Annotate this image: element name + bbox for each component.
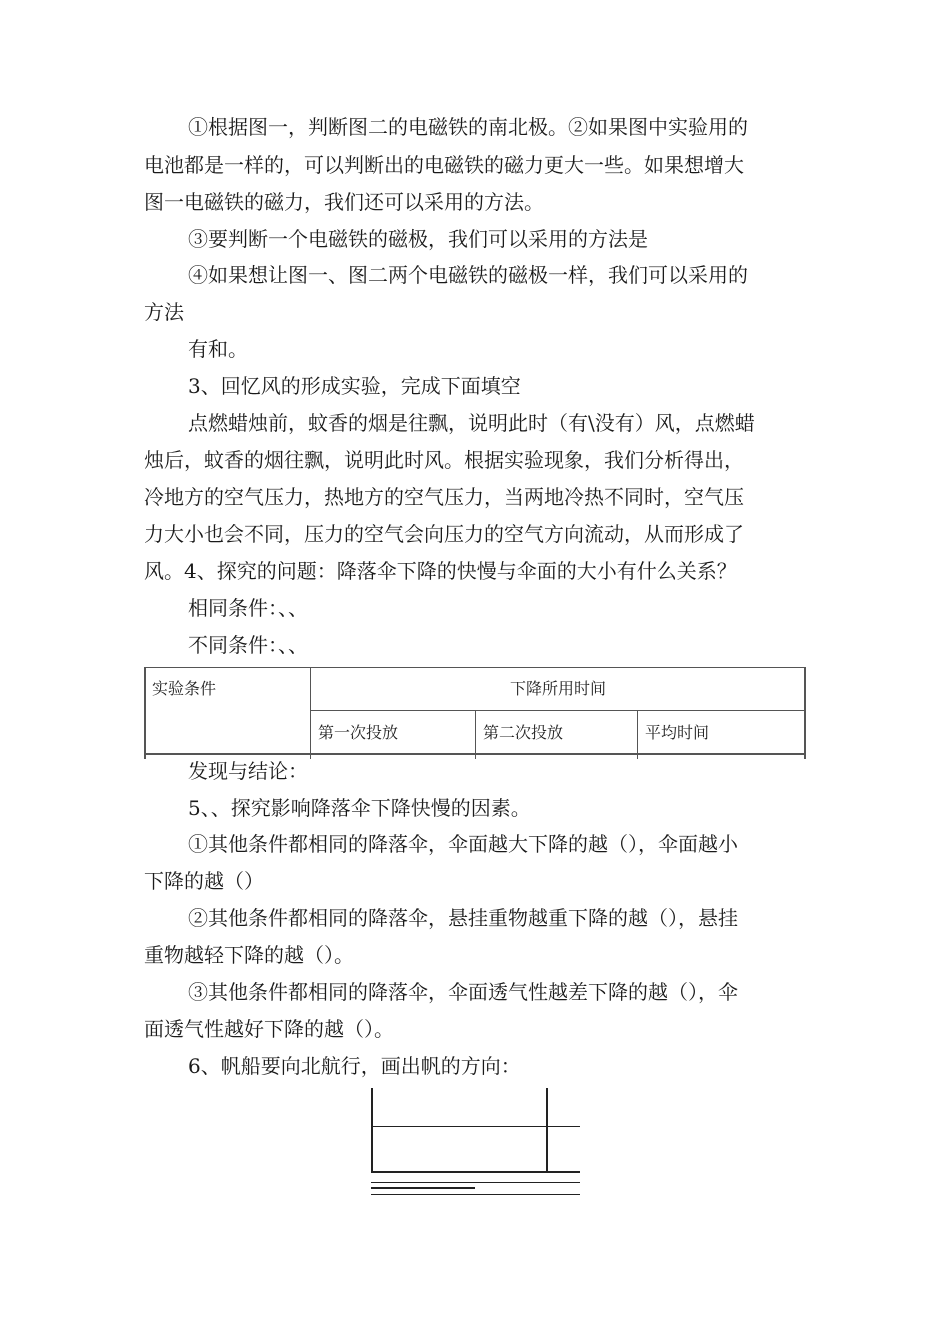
- paragraph-line: 风。4、探究的问题：降落伞下降的快慢与伞面的大小有什么关系？: [144, 559, 737, 583]
- table-header-time: 下降所用时间: [509, 679, 606, 698]
- paragraph-line: 有和。: [188, 337, 248, 361]
- paragraph-line: 面透气性越好下降的越（）。: [144, 1017, 394, 1041]
- paragraph-line: 烛后，蚊香的烟往飘，说明此时风。根据实验现象，我们分析得出，: [144, 448, 744, 472]
- table-subheader-first: 第一次投放: [318, 723, 399, 742]
- sailboat-diagram: [370, 1088, 580, 1200]
- paragraph-line: ④如果想让图一、图二两个电磁铁的磁极一样，我们可以采用的: [188, 263, 748, 287]
- section-heading: 3、回忆风的形成实验，完成下面填空: [188, 374, 521, 398]
- paragraph-line: 点燃蜡烛前，蚊香的烟是往飘，说明此时（有\没有）风，点燃蜡: [188, 411, 755, 435]
- section-heading: 6、帆船要向北航行，画出帆的方向：: [188, 1054, 521, 1078]
- paragraph-line: 相同条件：、、: [188, 596, 308, 620]
- paragraph-line: 下降的越（）: [144, 869, 264, 893]
- paragraph-line: 发现与结论：: [188, 759, 308, 783]
- paragraph-line: 方法: [144, 300, 184, 324]
- paragraph-line: ③要判断一个电磁铁的磁极，我们可以采用的方法是: [188, 227, 648, 251]
- table-subheader-average: 平均时间: [645, 723, 710, 742]
- paragraph-line: ①其他条件都相同的降落伞，伞面越大下降的越（），伞面越小: [188, 832, 738, 856]
- table-header-conditions: 实验条件: [152, 679, 217, 698]
- paragraph-line: 不同条件：、、: [188, 633, 308, 657]
- section-heading: 5、、探究影响降落伞下降快慢的因素。: [188, 796, 531, 820]
- paragraph-line: ①根据图一，判断图二的电磁铁的南北极。②如果图中实验用的: [188, 115, 748, 139]
- paragraph-line: 重物越轻下降的越（）。: [144, 943, 354, 967]
- paragraph-line: ②其他条件都相同的降落伞，悬挂重物越重下降的越（），悬挂: [188, 906, 738, 930]
- paragraph-line: 力大小也会不同，压力的空气会向压力的空气方向流动，从而形成了: [144, 522, 744, 546]
- table-subheader-second: 第二次投放: [483, 723, 564, 742]
- paragraph-line: ③其他条件都相同的降落伞，伞面透气性越差下降的越（），伞: [188, 980, 738, 1004]
- results-table: [144, 667, 806, 759]
- paragraph-line: 图一电磁铁的磁力，我们还可以采用的方法。: [144, 190, 544, 214]
- paragraph-line: 电池都是一样的，可以判断出的电磁铁的磁力更大一些。如果想增大: [144, 153, 744, 177]
- paragraph-line: 冷地方的空气压力，热地方的空气压力，当两地冷热不同时，空气压: [144, 485, 744, 509]
